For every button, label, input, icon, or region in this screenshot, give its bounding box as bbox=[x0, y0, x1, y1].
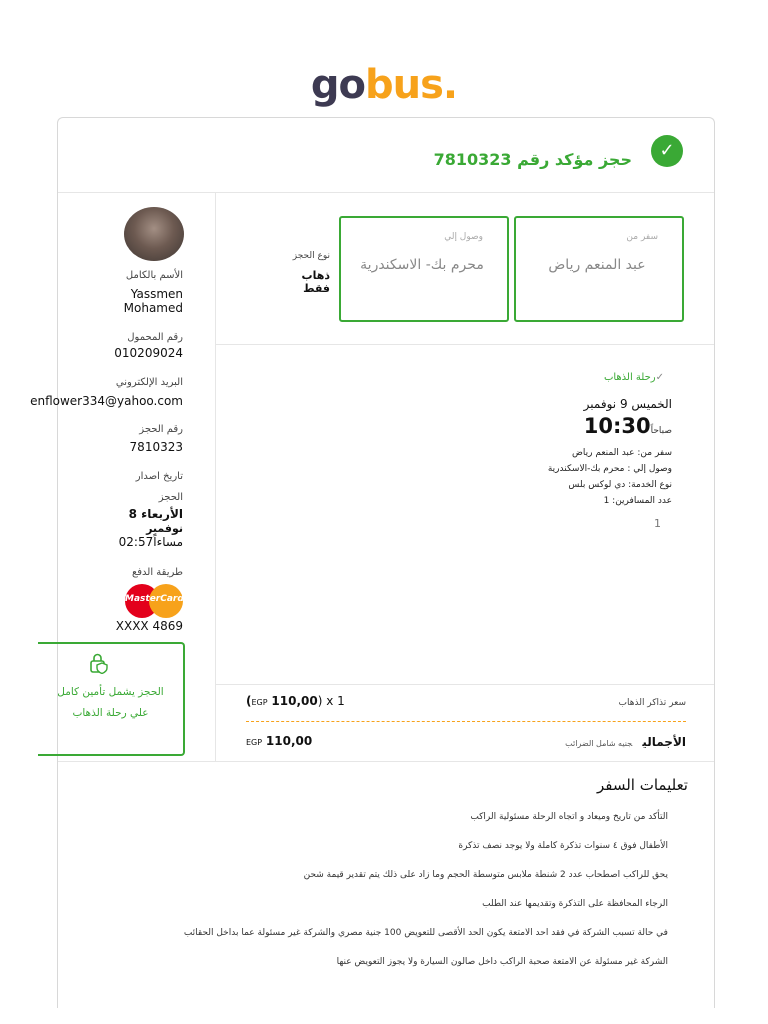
seat-count: 1 bbox=[654, 517, 661, 530]
from-box bbox=[514, 216, 684, 322]
trip-time-value: 10:30 bbox=[583, 414, 651, 438]
mobile-label: رقم المحمول bbox=[127, 332, 183, 343]
dashed-divider bbox=[246, 721, 686, 722]
to-value: محرم بك- الاسكندرية bbox=[360, 257, 484, 273]
trip-time bbox=[584, 414, 672, 438]
issue-date-label: تاريخ اصدار bbox=[135, 471, 183, 482]
insurance-badge bbox=[38, 642, 185, 756]
avatar bbox=[124, 207, 184, 261]
instruction-item: التأكد من تاريخ وميعاد و اتجاه الرحلة مسئولية الراكب bbox=[470, 812, 668, 822]
name-line1: Yassmen bbox=[130, 287, 183, 301]
checkmark-icon: ✓ bbox=[655, 372, 664, 383]
booking-type-value: ذهاب فقط bbox=[301, 269, 330, 295]
check-circle-icon: ✓ bbox=[651, 135, 683, 167]
mastercard-icon bbox=[125, 584, 183, 618]
confirmation-header bbox=[58, 118, 714, 193]
from-label: سفر من bbox=[626, 232, 658, 242]
booking-label: رقم الحجز bbox=[139, 424, 183, 435]
instruction-item: يحق للراكب اصطحاب عدد 2 شنطة ملابس متوسطة الحجم وما زاد على ذلك يتم تقدير قيمة شحن bbox=[303, 870, 668, 880]
price-value: (EGP 110,00) x 1 bbox=[246, 694, 345, 708]
divider bbox=[216, 684, 714, 685]
instruction-item: الأطفال فوق ٤ سنوات تذكرة كاملة ولا يوجد نصف تذكرة bbox=[458, 841, 668, 851]
lock-shield-icon bbox=[88, 652, 110, 674]
issue-date-label-2: الحجز bbox=[158, 492, 183, 503]
booking-type-label: نوع الحجز bbox=[292, 251, 330, 261]
from-value: عبد المنعم رياض bbox=[548, 257, 646, 273]
column-divider bbox=[215, 193, 216, 761]
payment-label: طريقة الدفع bbox=[131, 567, 183, 578]
issue-date-line1: الأربعاء 8 bbox=[128, 507, 183, 521]
total-label: الأجماليجنيه شامل الضرائب bbox=[565, 735, 686, 749]
total-value: EGP 110,00 bbox=[246, 734, 313, 748]
booking-type bbox=[280, 251, 330, 295]
divider bbox=[216, 344, 714, 345]
ticket-card bbox=[30, 117, 715, 1008]
to-label: وصول إلي bbox=[444, 232, 483, 242]
trip-period: صباحاً bbox=[650, 426, 672, 436]
trip-date: الخميس 9 نوفمبر bbox=[583, 397, 672, 411]
card-number: XXXX 4869 bbox=[115, 619, 183, 633]
trip-passengers: عدد المسافرين: 1 bbox=[603, 496, 672, 506]
logo-part-go: go bbox=[310, 62, 365, 108]
trip-to: وصول إلي : محرم بك-الاسكندرية bbox=[547, 464, 672, 474]
instruction-item: الشركة غير مسئولة عن الامتعة صحبة الراكب داخل صالون السيارة ولا يجوز التعويض عنها bbox=[336, 957, 668, 967]
email-value: enflower334@yahoo.com bbox=[30, 394, 183, 408]
to-box bbox=[339, 216, 509, 322]
price-label: سعر تذاكر الذهاب bbox=[618, 698, 686, 708]
trip-heading: ✓رحلة الذهاب bbox=[603, 372, 664, 383]
insurance-text: الحجز يشمل تأمين كامل علي رحلة الذهاب bbox=[57, 686, 164, 719]
booking-value: 7810323 bbox=[129, 440, 183, 454]
instructions-title: تعليمات السفر bbox=[596, 776, 688, 794]
issue-date-line2: نوفمبر bbox=[146, 522, 183, 535]
card-brand-text: MasterCard bbox=[125, 594, 184, 604]
gobus-logo[interactable] bbox=[0, 62, 768, 108]
mobile-value: 010209024 bbox=[114, 346, 183, 360]
instruction-item: الرجاء المحافظة على التذكرة وتقديمها عند الطلب bbox=[482, 899, 668, 909]
trip-service: نوع الخدمة: دي لوكس بلس bbox=[568, 480, 672, 490]
issue-time: 02:57مساءاً bbox=[118, 535, 183, 549]
instruction-item: في حالة تسبب الشركة في فقد احد الامتعة يكون الحد الأقصى للتعويض 100 جنية مصري والشركة غير مسئولة عما بداخل الحقائب bbox=[183, 928, 668, 938]
confirmation-title: حجز مؤكد رقم 7810323 bbox=[433, 150, 632, 169]
name-line2: Mohamed bbox=[123, 301, 183, 315]
name-label: الأسم بالكامل bbox=[125, 270, 183, 281]
logo-part-bus: bus. bbox=[365, 62, 458, 108]
divider bbox=[58, 761, 714, 762]
email-label: البريد الإلكتروني bbox=[115, 377, 183, 388]
trip-from: سفر من: عبد المنعم رياض bbox=[572, 448, 672, 458]
